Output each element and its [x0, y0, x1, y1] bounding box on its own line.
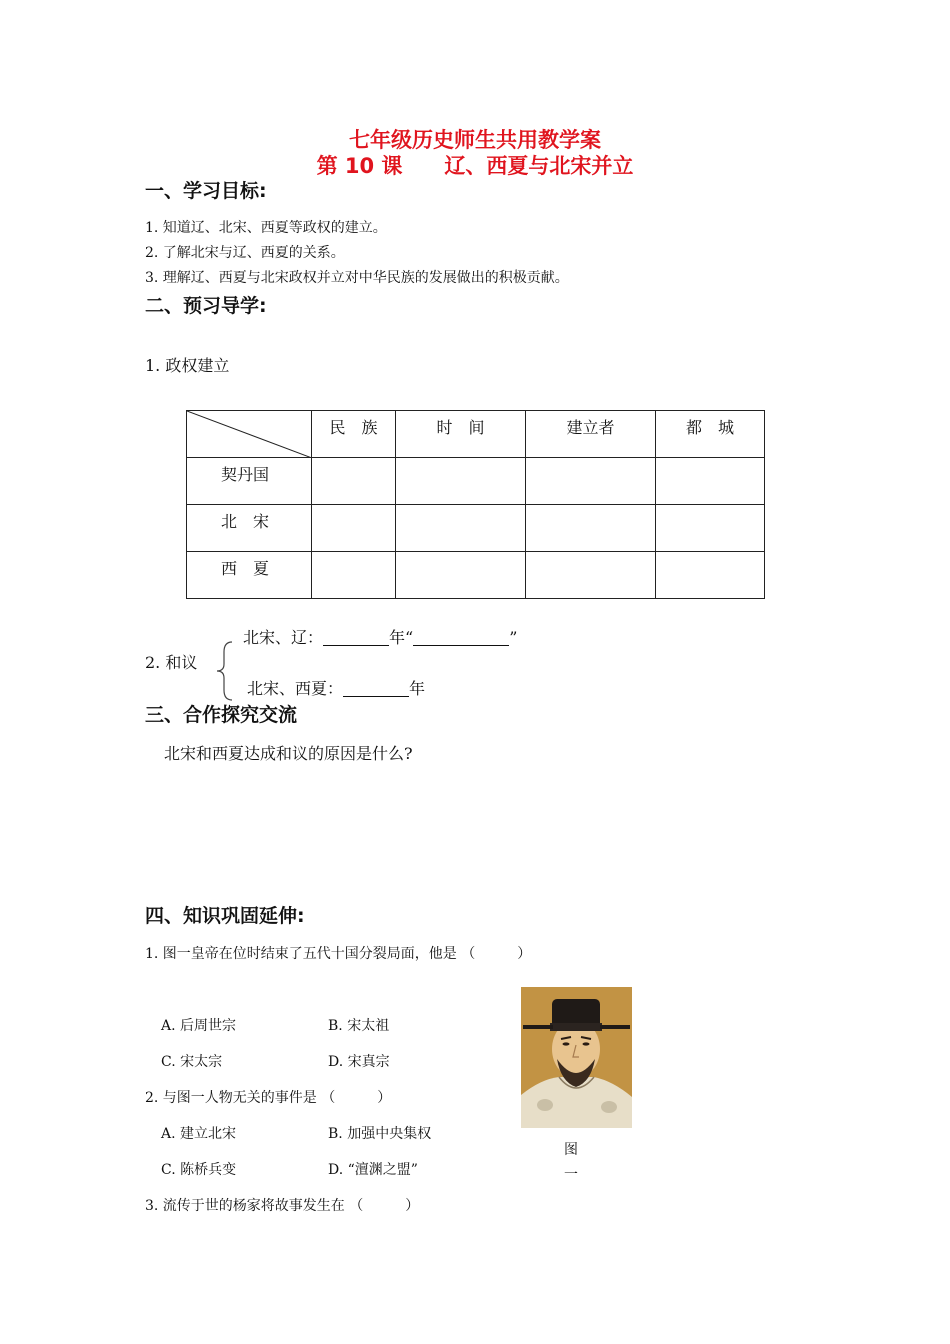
row-label-western-xia: 西 夏 — [187, 552, 312, 599]
table-cell[interactable] — [312, 552, 396, 599]
table-cell[interactable] — [526, 552, 656, 599]
table-row — [187, 505, 765, 552]
objective-item: 3. 理解辽、西夏与北宋政权并立对中华民族的发展做出的积极贡献。 — [145, 270, 569, 286]
table-cell[interactable] — [396, 505, 526, 552]
section-heading-cooperation: 三、合作探究交流 — [145, 704, 298, 726]
peace-liao-prefix: 北宋、辽： — [243, 628, 324, 647]
diagonal-line — [187, 411, 312, 458]
column-header-ethnicity: 民 族 — [312, 411, 396, 458]
blank-year-liao[interactable] — [323, 629, 389, 646]
curly-brace-icon — [212, 640, 234, 702]
q2-option-b[interactable]: B. 加强中央集权 — [328, 1126, 432, 1142]
question-3: 3. 流传于世的杨家将故事发生在 （ ） — [145, 1198, 420, 1214]
q1-option-d[interactable]: D. 宋真宗 — [328, 1054, 390, 1070]
figure-caption-line2: 一 — [564, 1167, 578, 1183]
regime-table — [186, 410, 765, 599]
table-cell[interactable] — [656, 505, 765, 552]
peace-xixia-line — [247, 676, 425, 699]
table-cell[interactable] — [312, 458, 396, 505]
q2-option-a[interactable]: A. 建立北宋 — [161, 1126, 237, 1142]
figure-caption-line1: 图 — [564, 1142, 578, 1158]
regime-establishment-label: 1. 政权建立 — [145, 356, 230, 375]
peace-treaty-label: 2. 和议 — [145, 653, 198, 672]
table-cell[interactable] — [396, 458, 526, 505]
peace-liao-line — [243, 625, 517, 648]
table-cell[interactable] — [526, 458, 656, 505]
objective-item: 1. 知道辽、北宋、西夏等政权的建立。 — [145, 220, 387, 236]
section-heading-objectives: 一、学习目标: — [145, 180, 267, 202]
table-cell[interactable] — [396, 552, 526, 599]
peace-xixia-year: 年 — [409, 679, 426, 698]
table-cell[interactable] — [312, 505, 396, 552]
column-header-time: 时 间 — [396, 411, 526, 458]
peace-liao-year: 年“ — [389, 628, 414, 647]
lesson-title: 第 10 课 辽、西夏与北宋并立 — [316, 154, 634, 178]
table-cell[interactable] — [656, 552, 765, 599]
column-header-capital: 都 城 — [656, 411, 765, 458]
peace-liao-close: ” — [509, 628, 518, 647]
q1-option-a[interactable]: A. 后周世宗 — [161, 1018, 237, 1034]
q1-option-b[interactable]: B. 宋太祖 — [328, 1018, 390, 1034]
question-2: 2. 与图一人物无关的事件是 （ ） — [145, 1090, 392, 1106]
peace-xixia-prefix: 北宋、西夏： — [247, 679, 344, 698]
section-heading-preview: 二、预习导学: — [145, 295, 267, 317]
table-cell[interactable] — [656, 458, 765, 505]
discussion-question: 北宋和西夏达成和议的原因是什么? — [164, 744, 413, 763]
blank-year-xixia[interactable] — [343, 680, 409, 697]
portrait-image — [521, 987, 632, 1128]
q2-option-c[interactable]: C. 陈桥兵变 — [161, 1162, 237, 1178]
column-header-founder: 建立者 — [526, 411, 656, 458]
q2-option-d[interactable]: D. “澶渊之盟” — [328, 1162, 418, 1178]
row-label-khitan: 契丹国 — [187, 458, 312, 505]
blank-treaty-name[interactable] — [413, 629, 509, 646]
row-label-northern-song: 北 宋 — [187, 505, 312, 552]
table-row — [187, 458, 765, 505]
emperor-portrait — [521, 987, 632, 1128]
page-title: 七年级历史师生共用教学案 — [349, 128, 601, 152]
table-cell[interactable] — [526, 505, 656, 552]
q1-option-c[interactable]: C. 宋太宗 — [161, 1054, 223, 1070]
table-corner-cell — [187, 411, 312, 458]
question-1: 1. 图一皇帝在位时结束了五代十国分裂局面，他是 （ ） — [145, 946, 532, 962]
objective-item: 2. 了解北宋与辽、西夏的关系。 — [145, 245, 345, 261]
section-heading-consolidation: 四、知识巩固延伸: — [145, 905, 305, 927]
table-row — [187, 552, 765, 599]
